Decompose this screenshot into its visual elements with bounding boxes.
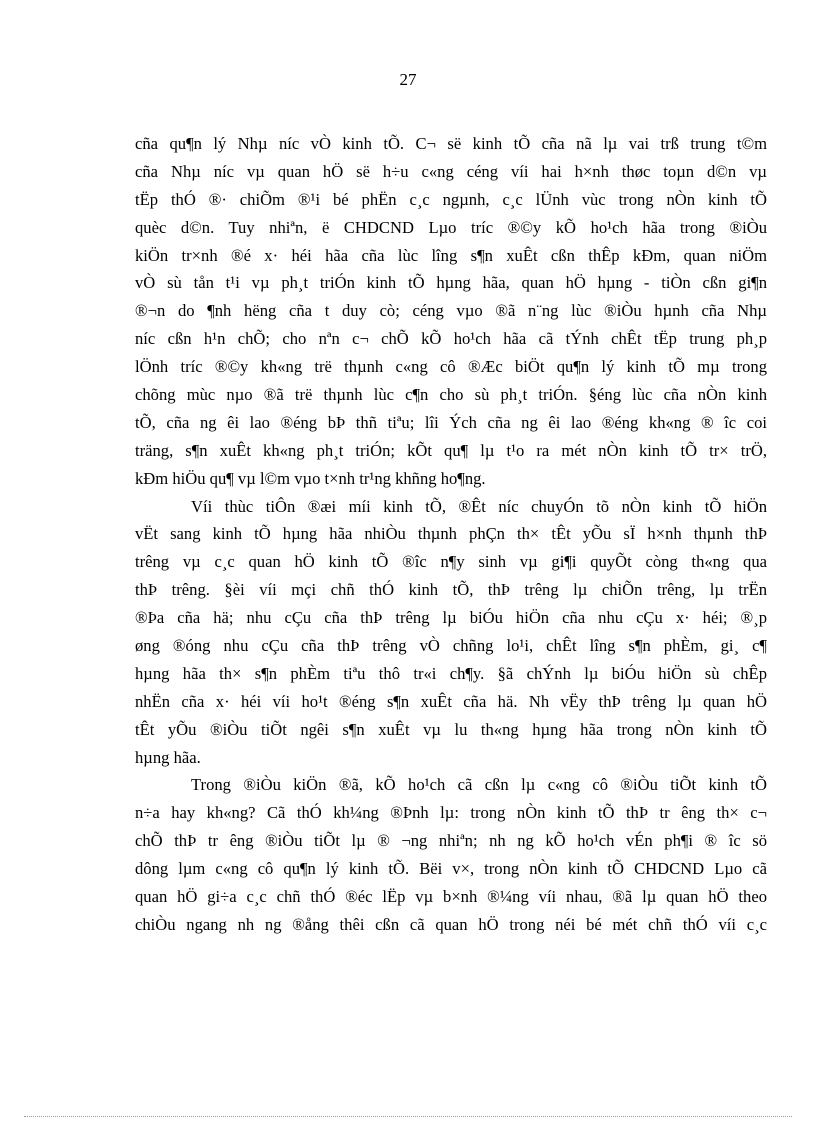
text-line: níc cßn h¹n chÕ; cho nªn c¬ chÕ kÕ ho¹ch hãa cã tÝnh chÊt tËp trung ph¸p: [135, 329, 767, 349]
text-line: nhËn cña x· héi víi ho¹t ®éng s¶n xuÊt cña hä. Nh vËy thÞ trêng lµ quan hÖ: [135, 691, 767, 711]
text-line: tÊt yÕu ®iÒu tiÕt ngêi s¶n xuÊt vµ lu th«ng hµng hãa trong nÒn kinh tÕ: [135, 719, 767, 739]
text-line: träng, s¶n xuÊt kh«ng ph¸t triÓn; kÕt qu¶ lµ t¹o ra mét nÒn kinh tÕ tr× trÖ,: [135, 440, 767, 460]
text-line: kÐm hiÖu qu¶ vµ l©m vµo t×nh tr¹ng khñng ho¶ng.: [135, 468, 486, 488]
text-line: vËt sang kinh tÕ hµng hãa nhiÒu thµnh phÇn th× tÊt yÕu sÏ h×nh thµnh thÞ: [135, 524, 767, 544]
text-line: ®¬n do ¶nh hëng cña t duy cò; céng vµo ®ã n¨ng lùc ®iÒu hµnh cña Nhµ: [135, 301, 767, 321]
text-line: vÒ sù tån t¹i vµ ph¸t triÓn kinh tÕ hµng hãa, quan hÖ hµng - tiÒn cßn gi¶n: [135, 273, 767, 293]
paragraph-1: [135, 130, 767, 493]
text-line: kiÖn tr×nh ®é x· héi hãa cña lùc lîng s¶n xuÊt cßn thÊp kÐm, quan niÖm: [135, 245, 767, 265]
text-line: tËp thÓ ®· chiÕm ®¹i bé phËn c¸c ngµnh, c¸c lÜnh vùc trong nÒn kinh tÕ: [135, 189, 767, 209]
text-line: chõng mùc nµo ®ã trë thµnh lùc c¶n cho sù ph¸t triÓn. §éng lùc cña nÒn kinh: [135, 385, 767, 405]
text-line: hµng hãa th× s¶n phÈm tiªu thô tr«i ch¶y. §ã chÝnh lµ biÓu hiÖn sù chÊp: [135, 663, 767, 683]
body-text: [135, 130, 767, 939]
text-line: chÕ thÞ tr êng ®iÒu tiÕt lµ ® ¬ng nhiªn; nh ng kÕ ho¹ch vÉn ph¶i ® îc sö: [135, 831, 767, 851]
text-line: øng ®óng nhu cÇu cña thÞ trêng vÒ chñng lo¹i, chÊt lîng s¶n phÈm, gi¸ c¶: [135, 636, 767, 656]
text-line: tÕ, cña ng êi lao ®éng bÞ thñ tiªu; lîi Ých cña ng êi lao ®éng kh«ng ® îc coi: [135, 412, 767, 432]
text-line: thÞ trêng. §èi víi mçi chñ thÓ kinh tÕ, thÞ trêng lµ chiÕn trêng, lµ trËn: [135, 580, 767, 600]
text-line: dông lµm c«ng cô qu¶n lý kinh tÕ. Bëi v×, trong nÒn kinh tÕ CHDCND Lµo cã: [135, 859, 767, 879]
text-line: lÖnh tríc ®©y kh«ng trë thµnh c«ng cô ®Æc biÖt qu¶n lý kinh tÕ mµ trong: [135, 357, 767, 377]
text-line: trêng vµ c¸c quan hÖ kinh tÕ ®îc n¶y sinh vµ gi¶i quyÕt còng th«ng qua: [135, 552, 767, 572]
text-line: ®Þa cña hä; nhu cÇu cña thÞ trêng lµ biÓu hiÖn cña nhu cÇu x· héi; ®¸p: [135, 608, 767, 628]
paragraph-2: [135, 493, 767, 772]
paragraph-3: [135, 771, 767, 938]
text-line: hµng hãa.: [135, 747, 201, 767]
text-line: n÷a hay kh«ng? Cã thÓ kh¼ng ®Þnh lµ: trong nÒn kinh tÕ thÞ tr êng th× c¬: [135, 803, 767, 823]
text-line: quèc d©n. Tuy nhiªn, ë CHDCND Lµo tríc ®©y kÕ ho¹ch hãa trong ®iÒu: [135, 217, 767, 237]
text-line: Víi thùc tiÔn ®æi míi kinh tÕ, ®Êt níc chuyÓn tõ nÒn kinh tÕ hiÖn: [191, 496, 767, 516]
text-line: quan hÖ gi÷a c¸c chñ thÓ ®éc lËp vµ b×nh ®¼ng víi nhau, ®ã lµ quan hÖ theo: [135, 887, 767, 907]
page-number: 27: [399, 70, 417, 89]
text-line: cña qu¶n lý Nhµ níc vÒ kinh tÕ. C¬ së kinh tÕ cña nã lµ vai trß trung t©m: [135, 134, 767, 153]
text-line: chiÒu ngang nh ng ®ång thêi cßn cã quan hÖ trong néi bé mét chñ thÓ víi c¸c: [135, 914, 767, 934]
text-line: cña Nhµ níc vµ quan hÖ së h÷u c«ng céng víi hai h×nh thøc toµn d©n vµ: [135, 161, 767, 181]
text-line: Trong ®iÒu kiÖn ®ã, kÕ ho¹ch cã cßn lµ c«ng cô ®iÒu tiÕt kinh tÕ: [191, 775, 767, 795]
page-bottom-divider: [24, 1116, 792, 1117]
